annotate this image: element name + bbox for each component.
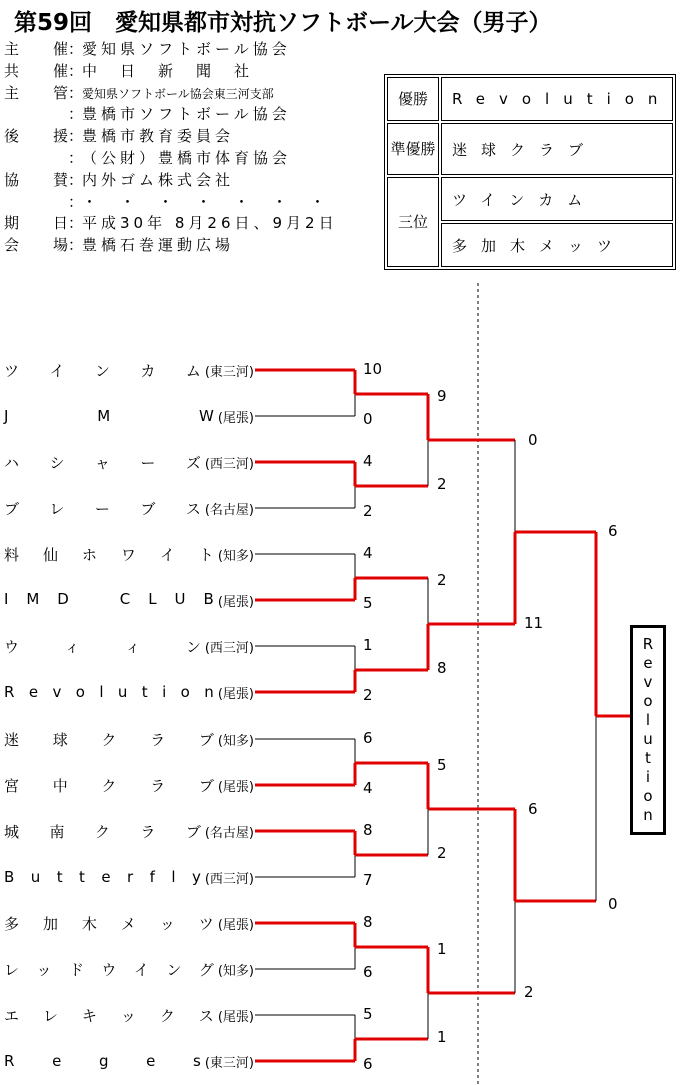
first-round-score: 8	[363, 821, 373, 839]
team-row	[4, 959, 254, 979]
semifinal-score: 0	[528, 431, 538, 449]
team-row	[4, 682, 254, 702]
info-colon: ：	[68, 105, 84, 124]
champion-letter: l	[645, 711, 651, 729]
team-row	[4, 360, 254, 380]
team-row	[4, 775, 254, 795]
team-name: ハ シ ャ ー ズ	[4, 453, 201, 472]
team-name: エ レ キ ッ ク ス	[4, 1006, 214, 1025]
team-row	[4, 1051, 254, 1071]
champion-letter: v	[643, 673, 653, 691]
team-row	[4, 544, 254, 564]
first-round-score: 6	[363, 729, 373, 747]
team-region: (名古屋)	[204, 825, 254, 841]
team-region: (知多)	[217, 733, 254, 749]
champion-letter: R	[642, 635, 654, 653]
first-round-score: 4	[363, 779, 373, 797]
first-round-score: 4	[363, 544, 373, 562]
info-colon: ：	[68, 149, 84, 167]
team-row	[4, 452, 254, 472]
team-region: (尾張)	[217, 410, 254, 426]
team-region: (西三河)	[204, 456, 254, 472]
first-round-score: 1	[363, 636, 373, 654]
second-round-score: 1	[437, 1028, 447, 1046]
info-colon: ：	[68, 236, 84, 255]
info-colon: ：	[68, 83, 84, 102]
second-round-score: 9	[437, 387, 447, 405]
second-round-score: 2	[437, 571, 447, 589]
first-round-score: 2	[363, 686, 373, 704]
info-value: （公財）豊橋市体育協会	[82, 149, 292, 167]
champion-box	[630, 625, 666, 835]
team-row	[4, 729, 254, 749]
second-round-score: 2	[437, 475, 447, 493]
info-value: ・ ・ ・ ・ ・ ・ ・	[82, 192, 330, 211]
team-region: (東三河)	[204, 1055, 254, 1071]
first-round-score: 5	[363, 594, 373, 612]
page-title: 第59回 愛知県都市対抗ソフトボール大会（男子）	[14, 10, 552, 36]
first-round-score: 6	[363, 963, 373, 981]
team-name: R e g e s	[4, 1052, 201, 1070]
info-value: 中 日 新 聞 社	[82, 61, 254, 80]
third-team-1: ツインカム	[441, 177, 673, 221]
team-region: (西三河)	[204, 640, 254, 656]
team-row	[4, 913, 254, 933]
team-region: (尾張)	[217, 917, 254, 933]
team-region: (知多)	[217, 963, 254, 979]
team-name: ウ ィ ィ ン	[4, 637, 201, 656]
second-round-score: 5	[437, 756, 447, 774]
info-colon: ：	[68, 127, 84, 146]
team-row	[4, 406, 254, 426]
info-colon: ：	[68, 170, 84, 189]
champion-letter: e	[643, 654, 653, 672]
team-region: (知多)	[217, 548, 254, 564]
info-colon: ：	[68, 40, 84, 58]
champion-label: 優勝	[387, 77, 439, 121]
champion-letter: o	[643, 692, 653, 710]
team-row	[4, 1005, 254, 1025]
team-row	[4, 636, 254, 656]
info-value: 愛知県ソフトボール協会東三河支部	[82, 86, 274, 101]
runner-up-label: 準優勝	[387, 123, 439, 175]
first-round-score: 6	[363, 1055, 373, 1073]
info-value: 内外ゴム株式会社	[82, 170, 235, 189]
champion-letter: o	[643, 787, 653, 805]
info-label: 後 援	[4, 127, 68, 146]
team-name: 迷 球 ク ラ ブ	[4, 730, 214, 749]
first-round-score: 2	[363, 502, 373, 520]
team-region: (西三河)	[204, 871, 254, 887]
team-region: (尾張)	[217, 779, 254, 795]
info-label: 期 日	[4, 214, 68, 233]
team-row	[4, 498, 254, 518]
team-name: 宮 中 ク ラ ブ	[4, 776, 214, 795]
champion-team: Revolution	[441, 77, 673, 121]
info-label: 共 催	[4, 61, 68, 80]
info-value: 平成30年 8月26日、9月2日	[82, 214, 338, 233]
team-name: 城 南 ク ラ ブ	[4, 822, 201, 841]
team-region: (名古屋)	[204, 502, 254, 518]
runner-up-team: 迷球クラブ	[441, 123, 673, 175]
champion-letter: n	[643, 806, 653, 824]
second-round-score: 2	[437, 844, 447, 862]
champion-letter: u	[643, 730, 653, 748]
info-value: 豊橋石巻運動広場	[82, 236, 235, 255]
second-round-score: 1	[437, 940, 447, 958]
info-value: 豊橋市ソフトボール協会	[82, 105, 291, 124]
first-round-score: 0	[363, 410, 373, 428]
info-value: 愛知県ソフトボール協会	[82, 40, 291, 58]
team-name: B u t t e r f l y	[4, 868, 201, 886]
first-round-score: 4	[363, 452, 373, 470]
team-name: ツ イ ン カ ム	[4, 361, 201, 380]
info-label: 主 管	[4, 83, 68, 102]
info-value: 豊橋市教育委員会	[82, 127, 235, 146]
third-team-2: 多加木メッツ	[441, 223, 673, 267]
first-round-score: 5	[363, 1005, 373, 1023]
semifinal-score: 11	[524, 614, 544, 632]
semifinal-score: 2	[524, 983, 534, 1001]
team-region: (東三河)	[204, 364, 254, 380]
champion-letter: t	[645, 749, 651, 767]
final-score: 0	[608, 895, 618, 913]
info-label: 会 場	[4, 236, 68, 255]
first-round-score: 10	[363, 360, 383, 378]
first-round-score: 7	[363, 871, 373, 889]
team-row	[4, 821, 254, 841]
team-region: (尾張)	[217, 686, 254, 702]
team-region: (尾張)	[217, 1009, 254, 1025]
team-name: レ ッ ド ウ イ ン グ	[4, 960, 214, 979]
team-name: J M W	[4, 407, 214, 425]
second-round-score: 8	[437, 659, 447, 677]
team-name: 料 仙 ホ ワ イ ト	[4, 545, 214, 564]
team-row	[4, 867, 254, 887]
team-name: 多 加 木 メ ッ ツ	[4, 914, 214, 933]
champion-letter: i	[645, 768, 651, 786]
info-colon: ：	[68, 61, 84, 80]
info-colon: ：	[68, 214, 84, 233]
first-round-score: 8	[363, 913, 373, 931]
team-name: I M D C L U B	[4, 589, 214, 608]
semifinal-score: 6	[528, 800, 538, 818]
team-name: ブ レ ー ブ ス	[4, 499, 201, 518]
team-region: (尾張)	[217, 594, 254, 610]
team-name: R e v o l u t i o n	[4, 683, 214, 701]
team-row	[4, 590, 254, 610]
third-label: 三位	[387, 177, 439, 267]
info-label: 協 賛	[4, 170, 68, 189]
final-score: 6	[608, 522, 618, 540]
info-label: 主 催	[4, 40, 68, 58]
info-colon: ：	[68, 192, 84, 211]
